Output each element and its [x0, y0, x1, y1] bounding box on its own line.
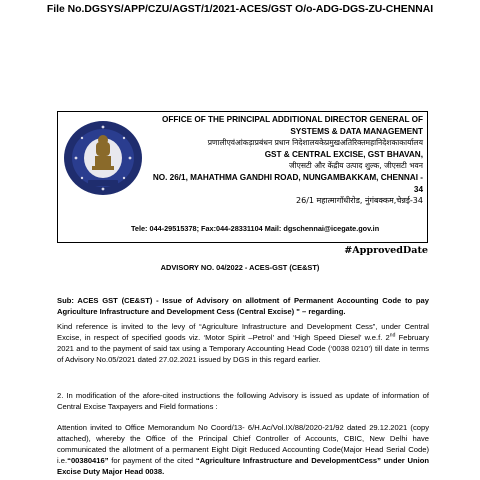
office-address-block — [148, 114, 423, 207]
accounting-code: “00380416” — [67, 456, 109, 465]
contact-line: Tele: 044-29515378; Fax:044-28331104 Mail: dgschennai@icegate.gov.in — [131, 224, 380, 233]
subject-line: Sub: ACES GST (CE&ST) - Issue of Advisory on allotment of Permanent Accounting Code to pay Agriculture Infrastructure and Development Cess (Central Excise) " – regarding. — [57, 296, 429, 316]
letterhead-box — [57, 111, 428, 243]
office-title-line2: SYSTEMS & DATA MANAGEMENT — [290, 126, 423, 136]
emblem-logo — [62, 118, 144, 198]
address-line1: NO. 26/1, MAHATHMA GANDHI ROAD, NUNGAMBAKKAM, CHENNAI - — [152, 172, 423, 182]
address-hindi: 26/1 महात्मागाँधीरोड, नुंगंबक्कम,चेन्नई-34 — [296, 196, 423, 206]
paragraph-1 — [57, 321, 429, 365]
office-title-line1: OFFICE OF THE PRINCIPAL ADDITIONAL DIRECTOR GENERAL OF — [162, 115, 423, 124]
building-name-hindi: जीएसटी और केंद्रीय उत्पाद शुल्क, जीएसटी भवन — [289, 161, 423, 171]
file-number-header: File No.DGSYS/APP/CZU/AGST/1/2021-ACES/GST O/o-ADG-DGS-ZU-CHENNAI — [46, 4, 434, 15]
approved-date-placeholder: #ApprovedDate — [344, 245, 428, 256]
paragraph-3-text-c: “Agriculture Infrastructure and DevelopmentCess” under Union Excise Duty Major Head 0038. — [57, 456, 429, 476]
paragraph-3-text-b: for payment of the cited — [108, 456, 196, 465]
paragraph-3-text-a: Attention invited to Office Memorandum No Coord/13- 6/H.Ac/Vol.IX/88/2020-21/92 dated 29.12.2021 (copy attached), whereby the Office of the Principal Chief Controller of Accounts, CBIC, New Delhi have communicated the allotment of a permanent Eight Digit Reduced Accounting Code(Major Head Serial Code) i.e. — [57, 423, 429, 465]
paragraph-1-text-b: February 2021 and to the payment of said tax using a Temporary Accounting Head Code (‘0038 0210’) till date in terms of Advisory No.05/2021 dated 27.02.2021 issued by DGS in this regard earlier. — [57, 333, 430, 364]
address-line2: 34 — [413, 184, 423, 194]
advisory-number: ADVISORY NO. 04/2022 - ACES-GST (CE&ST) — [160, 263, 320, 272]
ordinal-suffix: nd — [389, 332, 396, 339]
paragraph-1-text-a: Kind reference is invited to the levy of “Agriculture Infrastructure and Development Cess”, under Central Excise, in respect of specified goods viz. ‘Motor Spirit –Petrol’ and ‘High Speed Diesel’ w.e.f. 2 — [57, 322, 429, 342]
building-name: GST & CENTRAL EXCISE, GST BHAVAN, — [264, 149, 423, 159]
paragraph-2: 2. In modification of the afore-cited instructions the following Advisory is issued as update of information of Central Excise Taxpayers and Field formations : — [57, 391, 429, 411]
paragraph-3 — [57, 422, 429, 477]
office-title-hindi: प्रणालीएवंआंकड़ाप्रबंधन प्रधान निदेशालयकेप्रमुखअतिरिक्तमहानिदेशकाकार्यालय — [207, 138, 423, 148]
